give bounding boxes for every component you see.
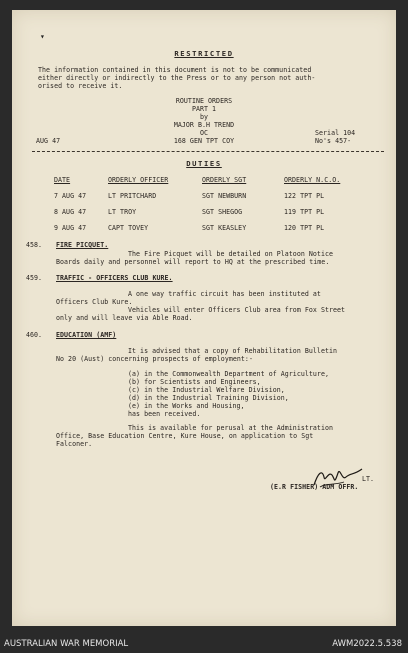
date-reference: AUG 47 <box>36 137 61 145</box>
item-460-list-a: (a) in the Commonwealth Department of Agriculture, <box>128 370 329 378</box>
item-459-line-3: Vehicles will enter Officers Club area from Fox Street <box>128 306 346 314</box>
duties-row-1-sgt: SGT NEWBURN <box>202 192 247 200</box>
footer-accession-number: AWM2022.5.538 <box>332 639 402 649</box>
item-460-list-b: (b) for Scientists and Engineers, <box>128 378 261 386</box>
duties-heading: DUTIES <box>186 159 222 168</box>
duties-row-3-officer: CAPT TOVEY <box>108 224 149 232</box>
duties-row-2-sgt: SGT SHEGOG <box>202 208 243 216</box>
order-title-line-6: 168 GEN TPT COY <box>173 137 235 145</box>
duties-row-1-date: 7 AUG 47 <box>54 192 87 200</box>
footer-institution: AUSTRALIAN WAR MEMORIAL <box>4 639 129 649</box>
duties-row-2-date: 8 AUG 47 <box>54 208 87 216</box>
duties-row-3-date: 9 AUG 47 <box>54 224 87 232</box>
header-divider <box>32 151 384 152</box>
duties-col-sgt: ORDERLY SGT <box>202 176 247 184</box>
item-458-heading: FIRE PICQUET. <box>56 241 109 249</box>
item-459-heading: TRAFFIC - OFFICERS CLUB KURE. <box>56 274 173 282</box>
notice-line-3: orised to receive it. <box>38 82 123 90</box>
pin-hole-mark: ▾ <box>40 32 45 41</box>
duties-row-1-officer: LT PRITCHARD <box>108 192 157 200</box>
item-460-list-c: (c) in the Industrial Welfare Division, <box>128 386 285 394</box>
item-460-closing-3: Falconer. <box>56 440 93 448</box>
duties-row-3-nco: 120 TPT PL <box>284 224 325 232</box>
item-459-line-2: Officers Club Kure. <box>56 298 133 306</box>
item-458-line-1: The Fire Picquet will be detailed on Platoon Notice <box>128 250 334 258</box>
serial-number: No's 457- <box>315 137 352 145</box>
notice-line-2: either directly or indirectly to the Press or to any person not auth- <box>38 74 316 82</box>
item-460-list-e: (e) in the Works and Housing, <box>128 402 245 410</box>
duties-row-1-nco: 122 TPT PL <box>284 192 325 200</box>
duties-row-2-nco: 119 TPT PL <box>284 208 325 216</box>
item-460-line-2: No 20 (Aust) concerning prospects of employment:- <box>56 355 253 363</box>
classification-heading: RESTRICTED <box>174 49 234 58</box>
serial-label: Serial 104 <box>315 129 356 137</box>
item-460-line-1: It is advised that a copy of Rehabilitation Bulletin <box>128 347 338 355</box>
archive-footer <box>0 626 408 653</box>
item-460-closing-2: Office, Base Education Centre, Kure House, on application to Sgt <box>56 432 314 440</box>
item-459-line-1: A one way traffic circuit has been instituted at <box>128 290 321 298</box>
order-title-line-2: PART 1 <box>191 105 217 113</box>
notice-line-1: The information contained in this document is not to be communicated <box>38 66 312 74</box>
item-460-list-close: has been received. <box>128 410 201 418</box>
duties-row-2-officer: LT TROY <box>108 208 137 216</box>
signature-name: (E.R FISHER) ADM OFFR. <box>270 483 359 491</box>
duties-col-nco: ORDERLY N.C.O. <box>284 176 341 184</box>
item-460-heading: EDUCATION (AMF) <box>56 331 117 339</box>
item-460-list-d: (d) in the Industrial Training Division, <box>128 394 289 402</box>
item-458-line-2: Boards daily and personnel will report to HQ at the prescribed time. <box>56 258 330 266</box>
order-title-line-3: by <box>199 113 209 121</box>
item-460-closing-1: This is available for perusal at the Administration <box>128 424 334 432</box>
item-460-number: 460. <box>26 331 43 339</box>
item-459-number: 459. <box>26 274 43 282</box>
duties-col-officer: ORDERLY OFFICER <box>108 176 169 184</box>
order-title-line-4: MAJOR B.H TREND <box>173 121 235 129</box>
item-458-number: 458. <box>26 241 43 249</box>
duties-row-3-sgt: SGT KEASLEY <box>202 224 247 232</box>
item-459-line-4: only and will leave via Able Road. <box>56 314 193 322</box>
order-title-line-5: OC <box>199 129 209 137</box>
signature-rank: LT. <box>362 475 375 483</box>
duties-col-date: DATE <box>54 176 71 184</box>
document-page <box>12 10 396 626</box>
order-title-line-1: ROUTINE ORDERS <box>175 97 233 105</box>
